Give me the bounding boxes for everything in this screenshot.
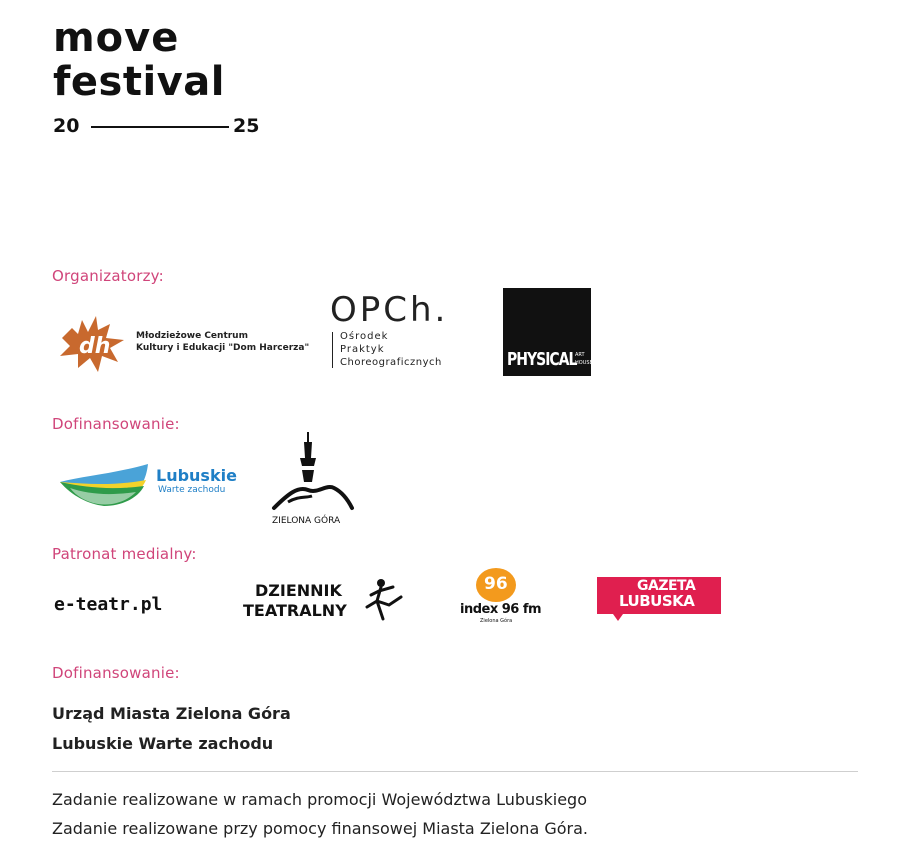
logo-word-festival: festival [53,59,225,105]
media-heading: Patronat medialny: [52,545,197,563]
logo-year-left: 20 [53,115,80,137]
lubuskie-logo[interactable] [58,458,238,510]
lubuskie-subtitle: Warte zachodu [158,485,226,495]
footer-line-2: Zadanie realizowane przy pomocy finansowej Miasta Zielona Góra. [52,819,588,838]
physical-art-house-logo[interactable] [503,288,591,376]
gazeta-lubuska-logo[interactable] [597,577,721,621]
index-sub-text: Zielona Góra [480,618,513,624]
logo-year-right: 25 [233,115,260,137]
dziennik-teatralny-logo[interactable] [243,577,413,623]
logo-year-rule [91,126,229,128]
funder-line-1: Urząd Miasta Zielona Góra [52,704,291,723]
mck-name-line1: Młodzieżowe Centrum [136,331,248,341]
opch-logo[interactable] [330,290,460,372]
footer-line-1: Zadanie realizowane w ramach promocji Województwa Lubuskiego [52,790,587,809]
lubuskie-wave-icon [58,458,153,510]
dziennik-line2: TEATRALNY [243,601,347,620]
mck-splash-icon [52,310,130,376]
mck-name-line2: Kultury i Edukacji "Dom Harcerza" [136,343,310,353]
funder-line-2: Lubuskie Warte zachodu [52,734,274,753]
svg-text:dh: dh [79,334,111,359]
opch-line3: Choreograficznych [340,357,442,368]
lubuskie-title: Lubuskie [156,466,237,485]
cofunding2-heading: Dofinansowanie: [52,664,180,682]
zielona-gora-tower-icon [268,430,358,514]
dancer-icon [363,577,405,621]
index-96fm-logo[interactable] [458,566,540,626]
gazeta-line1: GAZETA [637,578,696,594]
logo-word-move: move [53,15,180,61]
zielona-gora-caption: ZIELONA GÓRA [272,516,341,526]
opch-title: OPCh. [330,290,449,330]
festival-logo [53,15,268,138]
mck-logo[interactable] [52,310,310,376]
opch-divider [332,332,333,368]
opch-line1: Ośrodek [340,331,389,342]
organizers-heading: Organizatorzy: [52,267,164,285]
zielona-gora-logo[interactable] [268,430,358,528]
opch-line2: Praktyk [340,344,385,355]
eteatr-logo[interactable]: e-teatr.pl [54,594,163,615]
dziennik-line1: DZIENNIK [255,581,342,600]
cofunding-heading: Dofinansowanie: [52,415,180,433]
section-divider [52,771,858,772]
index-main-text: index 96 fm [460,602,542,617]
index-badge-text: 96 [484,574,508,594]
physical-main-text: PHYSICAL [507,350,577,370]
physical-sub1: ART [575,352,585,358]
gazeta-line2: LUBUSKA [619,592,695,610]
index-badge-icon [476,568,516,602]
gazeta-tail-icon [613,614,623,621]
physical-sub2: HOUSE [575,360,593,366]
